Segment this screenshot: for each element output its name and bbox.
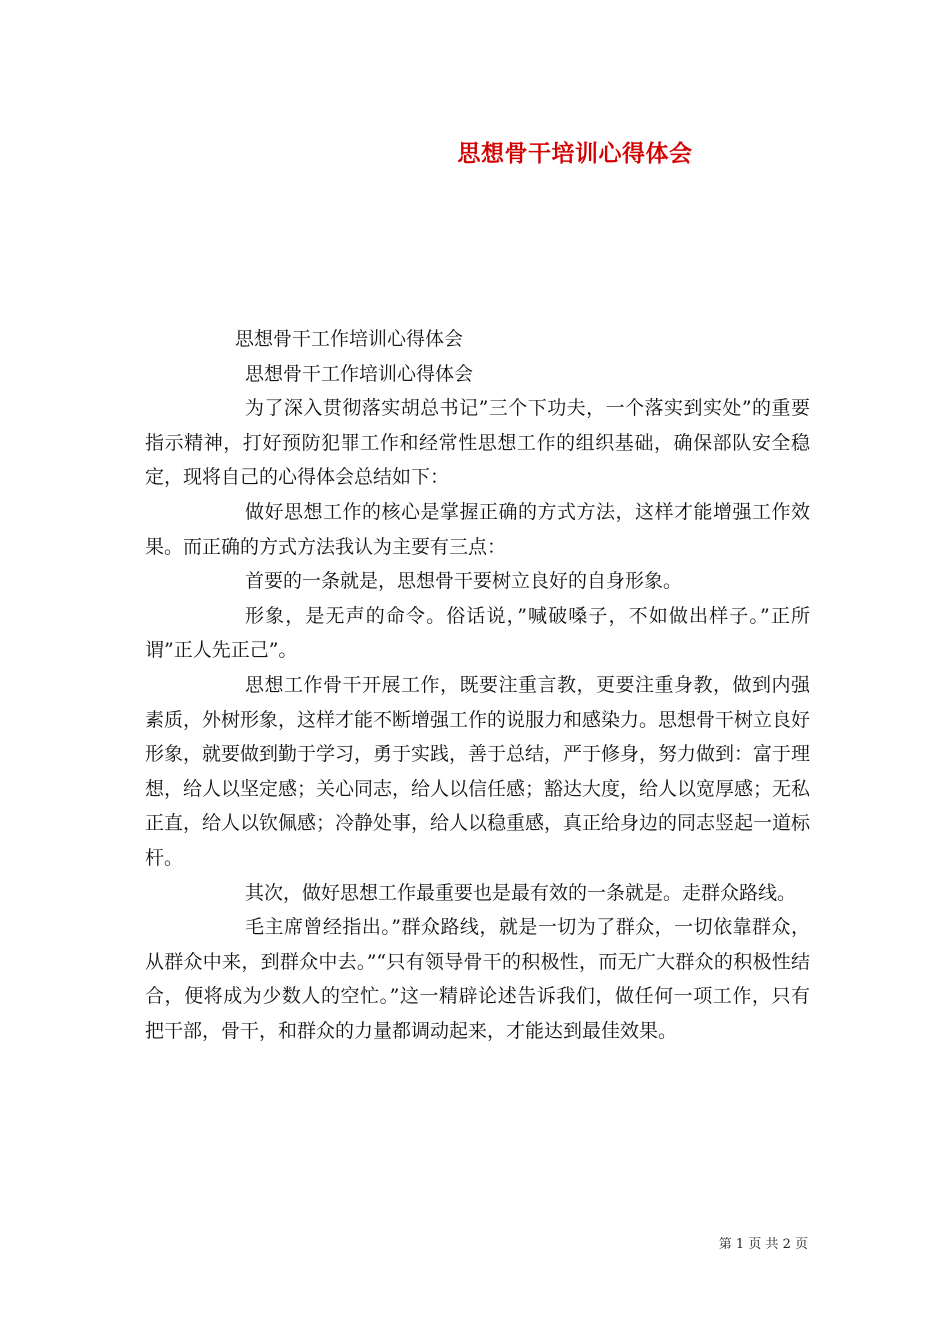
page-number-footer: 第 1 页 共 2 页 [718, 1237, 808, 1252]
paragraph: 其次，做好思想工作最重要也是最有效的一条就是。走群众路线。 [245, 881, 797, 904]
document-title: 思想骨干培训心得体会 [457, 140, 693, 167]
paragraph: 为了深入贯彻落实胡总书记”三个下功夫，一个落实到实处”的重要指示精神，打好预防犯罪工作和经常性思想工作的组织基础，确保部队安全稳定，现将自己的心得体会总结如下： [145, 397, 810, 489]
paragraph: 思想工作骨干开展工作，既要注重言教，更要注重身教，做到内强素质，外树形象，这样才能不断增强工作的说服力和感染力。思想骨干树立良好形象，就要做到勤于学习，勇于实践，善于总结，严于修身，努力做到：富于理想，给人以坚定感；关心同志，给人以信任感；豁达大度，给人以宽厚感；无私正直，给人以钦佩感；冷静处事，给人以稳重感，真正给身边的同志竖起一道标杆。 [145, 673, 811, 869]
paragraph: 毛主席曾经指出。”群众路线，就是一切为了群众，一切依靠群众，从群众中来，到群众中去。”“只有领导骨干的积极性，而无广大群众的积极性结合，便将成为少数人的空忙。”这一精辟论述告诉我们，做任何一项工作，只有把干部，骨干，和群众的力量都调动起来，才能达到最佳效果。 [145, 916, 810, 1042]
paragraph: 形象，是无声的命令。俗话说，”喊破嗓子，不如做出样子。”正所谓”正人先正己”。 [145, 604, 810, 662]
subtitle-secondary: 思想骨干工作培训心得体会 [245, 362, 474, 385]
paragraph: 首要的一条就是，思想骨干要树立良好的自身形象。 [245, 570, 683, 593]
document-body [145, 322, 810, 1048]
subtitle-primary: 思想骨干工作培训心得体会 [235, 328, 464, 350]
paragraph: 做好思想工作的核心是掌握正确的方式方法，这样才能增强工作效果。而正确的方式方法我认为主要有三点： [145, 500, 810, 558]
